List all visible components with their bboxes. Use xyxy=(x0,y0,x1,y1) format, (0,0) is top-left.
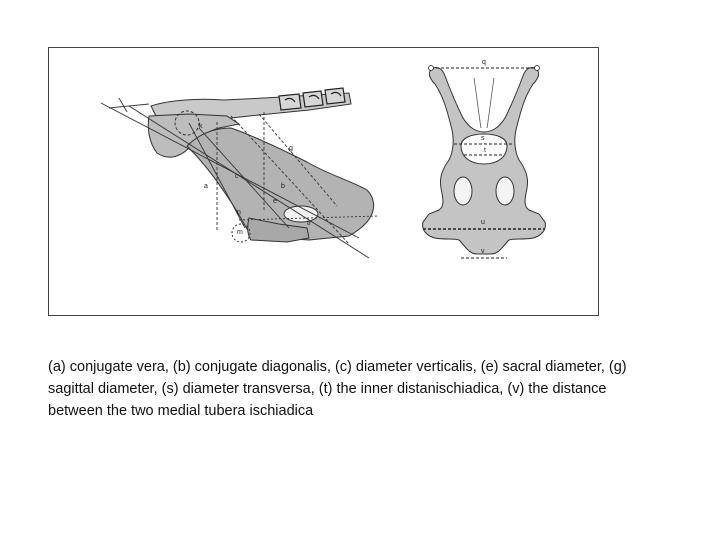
inner-slit xyxy=(474,78,494,128)
label-t: t xyxy=(484,147,486,154)
label-v: v xyxy=(481,248,485,255)
label-tr: tr xyxy=(307,220,312,227)
figure-caption: (a) conjugate vera, (b) conjugate diagonalis, (c) diameter verticalis, (e) sacral diameter, (g) sagittal diameter, (s) diameter transversa, (t) the inner distanischiadica, (v) the distance between the two medial tubera ischiadica xyxy=(48,359,627,419)
label-n: n xyxy=(237,209,241,216)
label-e: e xyxy=(273,198,277,205)
pelvis-diagram-svg xyxy=(49,48,599,316)
label-c: c xyxy=(235,173,239,180)
pelvis-ventral-view xyxy=(423,59,546,258)
label-g: g xyxy=(289,145,293,152)
label-k: k xyxy=(199,123,203,130)
label-u: u xyxy=(481,219,485,226)
label-s: s xyxy=(481,135,485,142)
label-m: m xyxy=(237,229,243,236)
obturator-foramen-left xyxy=(454,177,472,205)
obturator-foramen-right xyxy=(496,177,514,205)
label-b: b xyxy=(281,183,285,190)
label-q: q xyxy=(482,59,486,66)
label-a: a xyxy=(204,183,208,190)
pelvis-diagram-figure xyxy=(48,47,599,316)
pelvis-lateral-view xyxy=(101,88,379,258)
